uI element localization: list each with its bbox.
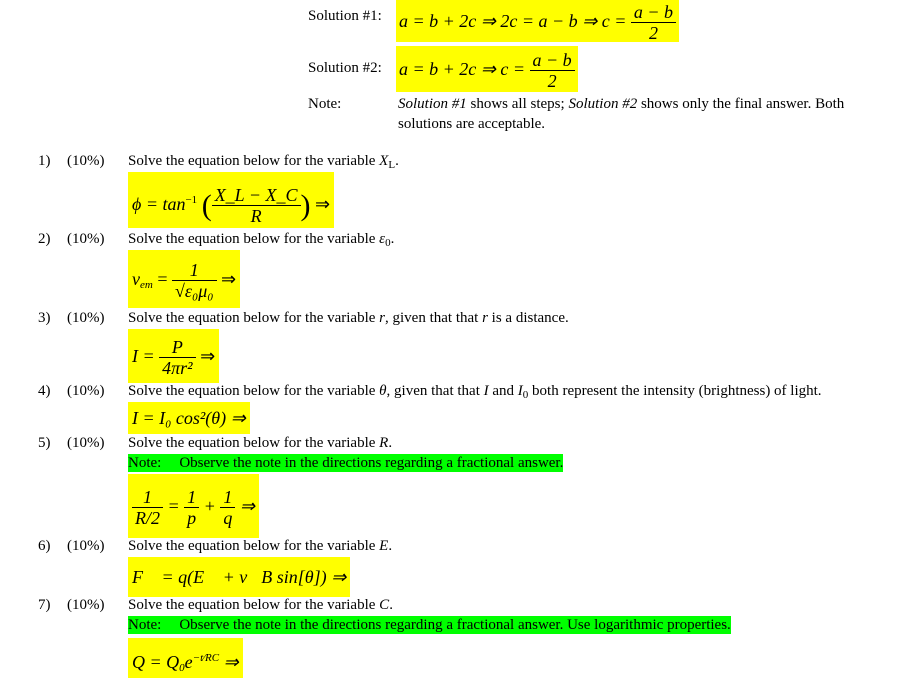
q5-f-frac3	[220, 487, 235, 528]
q2-number: 2)	[38, 231, 51, 247]
q5-var: R	[379, 435, 389, 451]
q7-f-lhs-sub: 0	[179, 662, 185, 674]
q4-text-a: Solve the equation below for the variable	[128, 383, 380, 399]
q4-text-c: and	[488, 383, 518, 399]
q5-f-den2: p	[187, 508, 197, 529]
solution1-frac-num: a − b	[631, 2, 676, 23]
q4-f-text: I = I₀ cos²(θ) ⇒	[132, 408, 246, 428]
intro-note-label: Note:	[308, 96, 342, 112]
q4-var2: I	[483, 383, 489, 399]
q3-text-a: Solve the equation below for the variable	[128, 310, 380, 326]
q2-f-frac	[172, 260, 217, 301]
q1-f-exp: −1	[185, 194, 198, 206]
q3-number: 3)	[38, 310, 51, 326]
q7-f-arrow: ⇒	[223, 652, 239, 672]
solution2-eq-text: a = b + 2c ⇒ c =	[399, 59, 525, 79]
solution2-equation	[396, 46, 578, 92]
q5-text-a: Solve the equation below for the variable	[128, 435, 380, 451]
q4-var: θ	[379, 383, 387, 399]
q2-f-lhs-sub: em	[140, 279, 153, 291]
q3-var: r	[379, 310, 386, 326]
q7-percent: (10%)	[67, 597, 105, 613]
q4-text-b: , given that that	[386, 383, 484, 399]
q4-percent: (10%)	[67, 383, 105, 399]
q1-number: 1)	[38, 153, 51, 169]
q4-var3-sub: 0	[522, 389, 529, 401]
q1-var-sub: L	[388, 159, 396, 171]
q7-f-e: e	[184, 652, 193, 672]
q7-f-exp: −t⁄RC	[192, 652, 220, 664]
q5-percent: (10%)	[67, 435, 105, 451]
q4-formula	[128, 402, 250, 434]
intro-note-line1	[398, 96, 844, 113]
q3-percent: (10%)	[67, 310, 105, 326]
q2-f-lhs: v	[132, 269, 140, 289]
q6-number: 6)	[38, 538, 51, 554]
q2-text-a: Solve the equation below for the variable	[128, 231, 380, 247]
q6-var: E	[379, 538, 389, 554]
solution2-fraction	[530, 50, 575, 91]
q1-formula: $\phi = \tan^{-1}$ ( $\frac{X\_L - X\_C}{R}$ ) ⇒	[128, 172, 334, 228]
q6-percent: (10%)	[67, 538, 105, 554]
q5-f-den1: R/2	[135, 508, 160, 529]
q1-f-lhs: ϕ = tan	[132, 194, 186, 214]
q3-f-den: 4πr²	[162, 358, 193, 379]
q3-formula	[128, 329, 219, 383]
q5-text	[128, 435, 392, 452]
intro-note-line2: solutions are acceptable.	[398, 116, 546, 132]
intro-note-mid: shows all steps;	[466, 96, 569, 112]
q1-text-a: Solve the equation below for the variable	[128, 153, 380, 169]
q6-text-b: .	[388, 538, 393, 554]
q5-f-frac1	[132, 487, 163, 528]
q5-f-den3: q	[223, 508, 233, 529]
q2-var-sub: 0	[385, 237, 391, 249]
q2-f-den: √ε₀μ₀	[174, 281, 214, 302]
q7-text-b: .	[389, 597, 393, 613]
q3-f-num: P	[159, 337, 195, 358]
q3-text-c: is a distance.	[487, 310, 569, 326]
q2-f-arrow: ⇒	[221, 269, 237, 289]
q3-f-lhs: I =	[132, 346, 155, 366]
q6-formula	[128, 557, 350, 597]
q4-number: 4)	[38, 383, 51, 399]
q4-text-d: both represent the intensity (brightness) of light.	[528, 383, 822, 399]
q7-f-lhs: Q = Q	[132, 652, 180, 672]
q5-note	[128, 454, 563, 472]
solution2-label: Solution #2:	[308, 60, 382, 76]
intro-note-end: shows only the final answer. Both	[637, 96, 845, 112]
q7-number: 7)	[38, 597, 51, 613]
solution1-frac-den: 2	[648, 23, 658, 44]
q2-percent: (10%)	[67, 231, 105, 247]
q1-f-den: R	[250, 206, 262, 227]
q1-percent: (10%)	[67, 153, 105, 169]
solution1-equation	[396, 0, 679, 42]
intro-note-sol2: Solution #2	[568, 96, 638, 112]
q7-note-label: Note:	[128, 617, 162, 633]
q3-text	[128, 310, 569, 327]
q5-f-frac2	[184, 487, 199, 528]
q7-text-a: Solve the equation below for the variable	[128, 597, 380, 613]
q4-text	[128, 383, 822, 401]
q1-text-b: .	[395, 153, 399, 169]
q7-text	[128, 597, 393, 614]
q2-f-num: 1	[172, 260, 217, 281]
q2-var: ε	[379, 231, 386, 247]
q5-number: 5)	[38, 435, 51, 451]
q5-f-num2: 1	[184, 487, 199, 508]
q3-f-frac	[159, 337, 195, 378]
q5-formula: $\frac{1}{R/2}$ = $\frac{1}{p}$ + $\frac{1}{q}$ ⇒	[128, 474, 259, 538]
q6-text	[128, 538, 392, 555]
q3-text-b: , given that that	[385, 310, 483, 326]
solution1-eq-text: a = b + 2c ⇒ 2c = a − b ⇒ c =	[399, 11, 627, 31]
q6-f-text: F⃗ = q(E⃗ + v⃗B sin[θ]) ⇒	[132, 567, 347, 587]
q1-f-frac	[212, 185, 301, 226]
solution1-fraction	[631, 2, 676, 43]
q3-var2: r	[482, 310, 488, 326]
q1-f-num: X_L − X_C	[212, 185, 301, 206]
q6-text-a: Solve the equation below for the variable	[128, 538, 380, 554]
solution2-frac-num: a − b	[530, 50, 575, 71]
solution1-label: Solution #1:	[308, 8, 382, 24]
q5-note-label: Note:	[128, 455, 162, 471]
q1-f-arrow: ⇒	[315, 194, 331, 214]
q3-f-arrow: ⇒	[200, 346, 216, 366]
intro-note-sol1: Solution #1	[398, 96, 467, 112]
q1-var: X	[379, 153, 389, 169]
q7-note-text: Observe the note in the directions regarding a fractional answer. Use logarithmic properties.	[179, 617, 731, 633]
q5-note-text: Observe the note in the directions regarding a fractional answer.	[179, 455, 564, 471]
q7-var: C	[379, 597, 390, 613]
q5-text-b: .	[388, 435, 393, 451]
q1-text	[128, 153, 399, 171]
q2-text-b: .	[390, 231, 395, 247]
q4-var3: I	[517, 383, 523, 399]
q5-f-num3: 1	[220, 487, 235, 508]
q5-f-num1: 1	[132, 487, 163, 508]
q7-formula	[128, 638, 243, 678]
q2-formula: $v_{em}$ = $\frac{1}{\text{√ε₀μ₀}}$ ⇒	[128, 250, 240, 308]
q2-text	[128, 231, 394, 249]
solution2-frac-den: 2	[547, 71, 557, 92]
q7-note	[128, 616, 731, 634]
q5-f-arrow: ⇒	[239, 496, 255, 516]
